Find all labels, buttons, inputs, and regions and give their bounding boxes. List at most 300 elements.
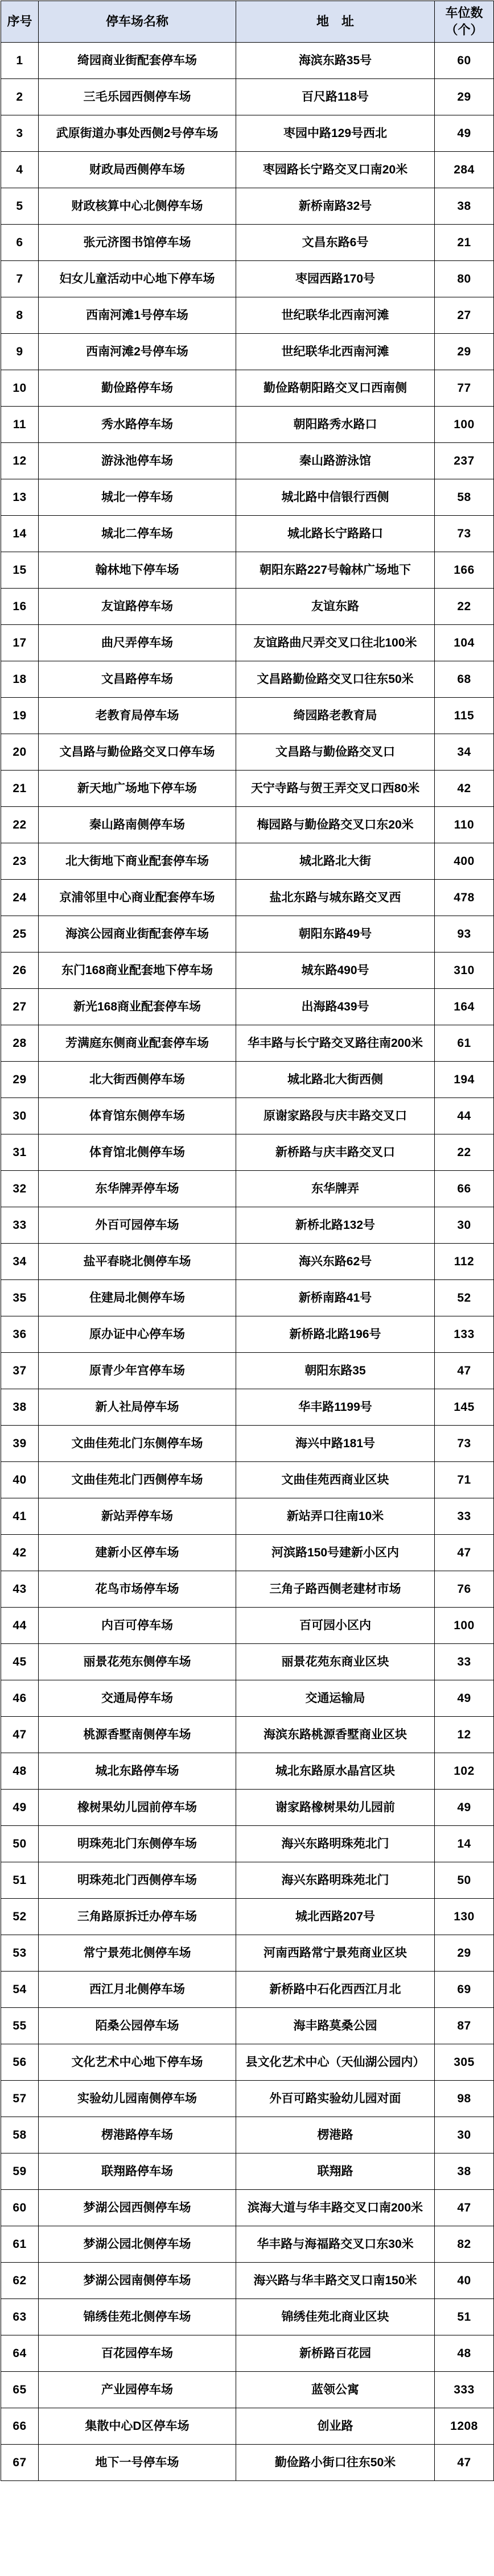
cell-no: 45 <box>1 1644 39 1680</box>
cell-address: 枣园路长宁路交叉口南20米 <box>236 152 435 188</box>
cell-address: 河滨路150号建新小区内 <box>236 1535 435 1571</box>
cell-address: 百尺路118号 <box>236 79 435 115</box>
cell-no: 47 <box>1 1717 39 1753</box>
cell-name: 西南河滩2号停车场 <box>39 334 236 370</box>
cell-no: 40 <box>1 1462 39 1498</box>
cell-name: 城北东路停车场 <box>39 1753 236 1790</box>
cell-no: 39 <box>1 1426 39 1462</box>
table-row <box>1 115 494 152</box>
table-row <box>1 1680 494 1717</box>
table-row <box>1 2044 494 2081</box>
cell-spaces: 133 <box>435 1316 494 1353</box>
cell-name: 梦湖公园南侧停车场 <box>39 2263 236 2299</box>
cell-address: 交通运输局 <box>236 1680 435 1717</box>
cell-spaces: 69 <box>435 1972 494 2008</box>
cell-name: 体育馆北侧停车场 <box>39 1134 236 1171</box>
cell-address: 新桥路中石化西西江月北 <box>236 1972 435 2008</box>
table-row <box>1 407 494 443</box>
table-row <box>1 443 494 479</box>
table-row <box>1 952 494 989</box>
cell-address: 华丰路1199号 <box>236 1389 435 1426</box>
table-row <box>1 2372 494 2408</box>
cell-address: 新桥北路132号 <box>236 1207 435 1244</box>
cell-name: 游泳池停车场 <box>39 443 236 479</box>
cell-spaces: 51 <box>435 2299 494 2335</box>
cell-address: 新桥路百花园 <box>236 2335 435 2372</box>
cell-spaces: 58 <box>435 479 494 516</box>
cell-address: 海兴路与华丰路交叉口南150米 <box>236 2263 435 2299</box>
cell-address: 新桥南路41号 <box>236 1280 435 1316</box>
cell-spaces: 49 <box>435 1680 494 1717</box>
table-row <box>1 334 494 370</box>
table-row <box>1 734 494 771</box>
cell-address: 城北路北大街 <box>236 843 435 880</box>
cell-no: 2 <box>1 79 39 115</box>
cell-spaces: 164 <box>435 989 494 1025</box>
cell-address: 世纪联华北西南河滩 <box>236 334 435 370</box>
cell-name: 三毛乐园西侧停车场 <box>39 79 236 115</box>
cell-no: 58 <box>1 2117 39 2153</box>
cell-address: 文昌东路6号 <box>236 225 435 261</box>
table-row <box>1 771 494 807</box>
cell-spaces: 310 <box>435 952 494 989</box>
cell-no: 23 <box>1 843 39 880</box>
cell-name: 文曲佳苑北门东侧停车场 <box>39 1426 236 1462</box>
cell-address: 盐北东路与城东路交叉西 <box>236 880 435 916</box>
table-row <box>1 1316 494 1353</box>
cell-address: 出海路439号 <box>236 989 435 1025</box>
cell-address: 联翔路 <box>236 2153 435 2190</box>
cell-no: 64 <box>1 2335 39 2372</box>
cell-no: 10 <box>1 370 39 407</box>
cell-no: 46 <box>1 1680 39 1717</box>
cell-name: 文昌路停车场 <box>39 661 236 698</box>
header-row <box>1 1 494 43</box>
cell-spaces: 30 <box>435 2117 494 2153</box>
cell-address: 城北西路207号 <box>236 1899 435 1935</box>
cell-spaces: 48 <box>435 2335 494 2372</box>
table-row <box>1 2299 494 2335</box>
cell-name: 地下一号停车场 <box>39 2445 236 2481</box>
cell-spaces: 100 <box>435 407 494 443</box>
cell-spaces: 49 <box>435 1790 494 1826</box>
table-row <box>1 552 494 589</box>
table-row <box>1 1535 494 1571</box>
cell-address: 朝阳路秀水路口 <box>236 407 435 443</box>
cell-address: 勤俭路小街口往东50米 <box>236 2445 435 2481</box>
cell-name: 百花园停车场 <box>39 2335 236 2372</box>
cell-no: 65 <box>1 2372 39 2408</box>
cell-no: 14 <box>1 516 39 552</box>
cell-address: 丽景花苑东商业区块 <box>236 1644 435 1680</box>
cell-name: 外百可园停车场 <box>39 1207 236 1244</box>
cell-spaces: 305 <box>435 2044 494 2081</box>
cell-spaces: 38 <box>435 2153 494 2190</box>
cell-address: 海滨东路桃源香墅商业区块 <box>236 1717 435 1753</box>
cell-spaces: 34 <box>435 734 494 771</box>
cell-name: 产业园停车场 <box>39 2372 236 2408</box>
header-no: 序号 <box>1 1 39 43</box>
cell-name: 城北二停车场 <box>39 516 236 552</box>
cell-no: 26 <box>1 952 39 989</box>
parking-table <box>1 1 494 2481</box>
cell-no: 66 <box>1 2408 39 2445</box>
cell-no: 17 <box>1 625 39 661</box>
cell-no: 24 <box>1 880 39 916</box>
cell-no: 4 <box>1 152 39 188</box>
table-row <box>1 1571 494 1608</box>
table-row <box>1 188 494 225</box>
cell-spaces: 1208 <box>435 2408 494 2445</box>
cell-address: 城东路490号 <box>236 952 435 989</box>
cell-spaces: 52 <box>435 1280 494 1316</box>
table-row <box>1 1935 494 1972</box>
cell-name: 明珠苑北门西侧停车场 <box>39 1862 236 1899</box>
table-row <box>1 1207 494 1244</box>
cell-no: 63 <box>1 2299 39 2335</box>
table-row <box>1 698 494 734</box>
cell-name: 东门168商业配套地下停车场 <box>39 952 236 989</box>
cell-spaces: 33 <box>435 1498 494 1535</box>
table-row <box>1 1717 494 1753</box>
header-name: 停车场名称 <box>39 1 236 43</box>
cell-spaces: 71 <box>435 1462 494 1498</box>
cell-name: 常宁景苑北侧停车场 <box>39 1935 236 1972</box>
cell-address: 外百可路实验幼儿园对面 <box>236 2081 435 2117</box>
cell-address: 海兴东路明珠苑北门 <box>236 1826 435 1862</box>
cell-name: 新站弄停车场 <box>39 1498 236 1535</box>
cell-spaces: 47 <box>435 2445 494 2481</box>
cell-address: 华丰路与长宁路交叉路往南200米 <box>236 1025 435 1062</box>
cell-no: 8 <box>1 297 39 334</box>
cell-spaces: 145 <box>435 1389 494 1426</box>
cell-address: 谢家路橡树果幼儿园前 <box>236 1790 435 1826</box>
table-row <box>1 1753 494 1790</box>
cell-name: 三角路原拆迁办停车场 <box>39 1899 236 1935</box>
cell-no: 36 <box>1 1316 39 1353</box>
cell-no: 32 <box>1 1171 39 1207</box>
table-row <box>1 1280 494 1316</box>
table-row <box>1 1862 494 1899</box>
cell-address: 楞港路 <box>236 2117 435 2153</box>
table-row <box>1 589 494 625</box>
cell-name: 秦山路南侧停车场 <box>39 807 236 843</box>
table-row <box>1 1972 494 2008</box>
cell-name: 盐平春晓北侧停车场 <box>39 1244 236 1280</box>
parking-list-page <box>0 1 494 2481</box>
table-row <box>1 2117 494 2153</box>
table-row <box>1 1644 494 1680</box>
cell-spaces: 40 <box>435 2263 494 2299</box>
cell-spaces: 98 <box>435 2081 494 2117</box>
table-row <box>1 1353 494 1389</box>
table-row <box>1 370 494 407</box>
cell-no: 37 <box>1 1353 39 1389</box>
cell-no: 22 <box>1 807 39 843</box>
cell-spaces: 49 <box>435 115 494 152</box>
cell-address: 城北路北大街西侧 <box>236 1062 435 1098</box>
cell-no: 3 <box>1 115 39 152</box>
cell-name: 文曲佳苑北门西侧停车场 <box>39 1462 236 1498</box>
cell-no: 5 <box>1 188 39 225</box>
cell-address: 梅园路与勤俭路交叉口东20米 <box>236 807 435 843</box>
cell-spaces: 82 <box>435 2226 494 2263</box>
cell-address: 新桥南路32号 <box>236 188 435 225</box>
cell-no: 33 <box>1 1207 39 1244</box>
table-row <box>1 807 494 843</box>
cell-name: 锦绣佳苑北侧停车场 <box>39 2299 236 2335</box>
cell-name: 楞港路停车场 <box>39 2117 236 2153</box>
cell-no: 52 <box>1 1899 39 1935</box>
cell-address: 友谊路曲尺弄交叉口往北100米 <box>236 625 435 661</box>
cell-address: 海兴东路明珠苑北门 <box>236 1862 435 1899</box>
cell-no: 28 <box>1 1025 39 1062</box>
cell-name: 明珠苑北门东侧停车场 <box>39 1826 236 1862</box>
cell-spaces: 50 <box>435 1862 494 1899</box>
cell-address: 文昌路勤俭路交叉口往东50米 <box>236 661 435 698</box>
table-row <box>1 79 494 115</box>
cell-no: 43 <box>1 1571 39 1608</box>
cell-spaces: 47 <box>435 2190 494 2226</box>
cell-no: 18 <box>1 661 39 698</box>
table-row <box>1 297 494 334</box>
table-row <box>1 2408 494 2445</box>
cell-spaces: 87 <box>435 2008 494 2044</box>
cell-spaces: 110 <box>435 807 494 843</box>
table-row <box>1 880 494 916</box>
cell-name: 曲尺弄停车场 <box>39 625 236 661</box>
table-row <box>1 1244 494 1280</box>
cell-address: 秦山路游泳馆 <box>236 443 435 479</box>
cell-spaces: 76 <box>435 1571 494 1608</box>
cell-no: 55 <box>1 2008 39 2044</box>
cell-spaces: 14 <box>435 1826 494 1862</box>
table-row <box>1 1171 494 1207</box>
cell-spaces: 93 <box>435 916 494 952</box>
cell-name: 集散中心D区停车场 <box>39 2408 236 2445</box>
cell-no: 61 <box>1 2226 39 2263</box>
cell-spaces: 73 <box>435 1426 494 1462</box>
cell-address: 天宁寺路与贺王弄交叉口西80米 <box>236 771 435 807</box>
table-row <box>1 479 494 516</box>
cell-name: 张元济图书馆停车场 <box>39 225 236 261</box>
cell-no: 15 <box>1 552 39 589</box>
cell-address: 新桥路与庆丰路交叉口 <box>236 1134 435 1171</box>
cell-no: 13 <box>1 479 39 516</box>
cell-no: 29 <box>1 1062 39 1098</box>
cell-no: 21 <box>1 771 39 807</box>
cell-name: 文昌路与勤俭路交叉口停车场 <box>39 734 236 771</box>
cell-name: 原办证中心停车场 <box>39 1316 236 1353</box>
table-row <box>1 2445 494 2481</box>
header-spaces: 车位数（个） <box>435 1 494 43</box>
cell-spaces: 100 <box>435 1608 494 1644</box>
cell-name: 文化艺术中心地下停车场 <box>39 2044 236 2081</box>
table-row <box>1 916 494 952</box>
cell-no: 34 <box>1 1244 39 1280</box>
cell-no: 16 <box>1 589 39 625</box>
cell-name: 新光168商业配套停车场 <box>39 989 236 1025</box>
cell-address: 海兴东路62号 <box>236 1244 435 1280</box>
cell-address: 创业路 <box>236 2408 435 2445</box>
table-row <box>1 1608 494 1644</box>
cell-name: 北大街地下商业配套停车场 <box>39 843 236 880</box>
cell-name: 北大街西侧停车场 <box>39 1062 236 1098</box>
cell-no: 51 <box>1 1862 39 1899</box>
cell-address: 蓝领公寓 <box>236 2372 435 2408</box>
cell-address: 朝阳东路49号 <box>236 916 435 952</box>
table-row <box>1 1498 494 1535</box>
cell-address: 三角子路西侧老建材市场 <box>236 1571 435 1608</box>
cell-name: 城北一停车场 <box>39 479 236 516</box>
cell-spaces: 130 <box>435 1899 494 1935</box>
table-row <box>1 1062 494 1098</box>
cell-no: 49 <box>1 1790 39 1826</box>
cell-name: 梦湖公园北侧停车场 <box>39 2226 236 2263</box>
cell-spaces: 478 <box>435 880 494 916</box>
cell-address: 海丰路莫桑公园 <box>236 2008 435 2044</box>
cell-address: 文昌路与勤俭路交叉口 <box>236 734 435 771</box>
cell-address: 文曲佳苑西商业区块 <box>236 1462 435 1498</box>
cell-address: 新站弄口往南10米 <box>236 1498 435 1535</box>
table-row <box>1 1389 494 1426</box>
cell-no: 6 <box>1 225 39 261</box>
table-row <box>1 2335 494 2372</box>
cell-address: 锦绣佳苑北商业区块 <box>236 2299 435 2335</box>
cell-address: 东华牌弄 <box>236 1171 435 1207</box>
cell-spaces: 237 <box>435 443 494 479</box>
cell-spaces: 22 <box>435 1134 494 1171</box>
cell-no: 35 <box>1 1280 39 1316</box>
cell-no: 38 <box>1 1389 39 1426</box>
cell-address: 河南西路常宁景苑商业区块 <box>236 1935 435 1972</box>
cell-spaces: 12 <box>435 1717 494 1753</box>
table-row <box>1 1426 494 1462</box>
cell-no: 42 <box>1 1535 39 1571</box>
cell-address: 城北路长宁路路口 <box>236 516 435 552</box>
table-row <box>1 1899 494 1935</box>
cell-no: 7 <box>1 261 39 297</box>
cell-name: 新天地广场地下停车场 <box>39 771 236 807</box>
cell-address: 世纪联华北西南河滩 <box>236 297 435 334</box>
cell-name: 芳满庭东侧商业配套停车场 <box>39 1025 236 1062</box>
cell-address: 朝阳东路227号翰林广场地下 <box>236 552 435 589</box>
cell-address: 海滨东路35号 <box>236 43 435 79</box>
table-row <box>1 1025 494 1062</box>
table-header <box>1 1 494 43</box>
cell-spaces: 61 <box>435 1025 494 1062</box>
cell-no: 11 <box>1 407 39 443</box>
cell-address: 枣园西路170号 <box>236 261 435 297</box>
table-row <box>1 261 494 297</box>
cell-no: 67 <box>1 2445 39 2481</box>
cell-name: 勤俭路停车场 <box>39 370 236 407</box>
cell-address: 朝阳东路35 <box>236 1353 435 1389</box>
table-row <box>1 1790 494 1826</box>
cell-spaces: 115 <box>435 698 494 734</box>
table-body <box>1 43 494 2481</box>
cell-name: 体育馆东侧停车场 <box>39 1098 236 1134</box>
cell-spaces: 42 <box>435 771 494 807</box>
table-row <box>1 2008 494 2044</box>
cell-no: 12 <box>1 443 39 479</box>
cell-spaces: 21 <box>435 225 494 261</box>
cell-name: 西江月北侧停车场 <box>39 1972 236 2008</box>
cell-name: 原青少年宫停车场 <box>39 1353 236 1389</box>
table-row <box>1 2190 494 2226</box>
cell-address: 县文化艺术中心（天仙湖公园内） <box>236 2044 435 2081</box>
cell-no: 27 <box>1 989 39 1025</box>
cell-address: 城北路中信银行西侧 <box>236 479 435 516</box>
table-row <box>1 843 494 880</box>
cell-name: 老教育局停车场 <box>39 698 236 734</box>
cell-no: 1 <box>1 43 39 79</box>
cell-no: 31 <box>1 1134 39 1171</box>
cell-name: 橡树果幼儿园前停车场 <box>39 1790 236 1826</box>
cell-spaces: 66 <box>435 1171 494 1207</box>
cell-name: 财政局西侧停车场 <box>39 152 236 188</box>
cell-spaces: 29 <box>435 79 494 115</box>
cell-name: 陌桑公园停车场 <box>39 2008 236 2044</box>
cell-name: 翰林地下停车场 <box>39 552 236 589</box>
table-row <box>1 43 494 79</box>
cell-name: 妇女儿童活动中心地下停车场 <box>39 261 236 297</box>
cell-spaces: 29 <box>435 334 494 370</box>
table-row <box>1 989 494 1025</box>
cell-spaces: 22 <box>435 589 494 625</box>
table-row <box>1 516 494 552</box>
cell-name: 秀水路停车场 <box>39 407 236 443</box>
cell-no: 57 <box>1 2081 39 2117</box>
cell-spaces: 33 <box>435 1644 494 1680</box>
cell-no: 25 <box>1 916 39 952</box>
cell-spaces: 68 <box>435 661 494 698</box>
cell-spaces: 27 <box>435 297 494 334</box>
cell-address: 百可园小区内 <box>236 1608 435 1644</box>
cell-name: 联翔路停车场 <box>39 2153 236 2190</box>
cell-no: 56 <box>1 2044 39 2081</box>
cell-spaces: 73 <box>435 516 494 552</box>
table-row <box>1 661 494 698</box>
cell-spaces: 77 <box>435 370 494 407</box>
cell-address: 海兴中路181号 <box>236 1426 435 1462</box>
cell-address: 枣园中路129号西北 <box>236 115 435 152</box>
cell-spaces: 80 <box>435 261 494 297</box>
cell-name: 东华牌弄停车场 <box>39 1171 236 1207</box>
cell-name: 西南河滩1号停车场 <box>39 297 236 334</box>
cell-no: 30 <box>1 1098 39 1134</box>
cell-address: 勤俭路朝阳路交叉口西南侧 <box>236 370 435 407</box>
table-row <box>1 1826 494 1862</box>
cell-name: 建新小区停车场 <box>39 1535 236 1571</box>
cell-spaces: 60 <box>435 43 494 79</box>
cell-address: 友谊东路 <box>236 589 435 625</box>
cell-no: 48 <box>1 1753 39 1790</box>
cell-address: 华丰路与海福路交叉口东30米 <box>236 2226 435 2263</box>
table-row <box>1 152 494 188</box>
cell-spaces: 29 <box>435 1935 494 1972</box>
cell-spaces: 194 <box>435 1062 494 1098</box>
cell-name: 丽景花苑东侧停车场 <box>39 1644 236 1680</box>
cell-name: 实验幼儿园南侧停车场 <box>39 2081 236 2117</box>
cell-no: 19 <box>1 698 39 734</box>
cell-no: 44 <box>1 1608 39 1644</box>
cell-name: 花鸟市场停车场 <box>39 1571 236 1608</box>
table-row <box>1 2226 494 2263</box>
cell-address: 滨海大道与华丰路交叉口南200米 <box>236 2190 435 2226</box>
table-row <box>1 625 494 661</box>
cell-name: 海滨公园商业街配套停车场 <box>39 916 236 952</box>
